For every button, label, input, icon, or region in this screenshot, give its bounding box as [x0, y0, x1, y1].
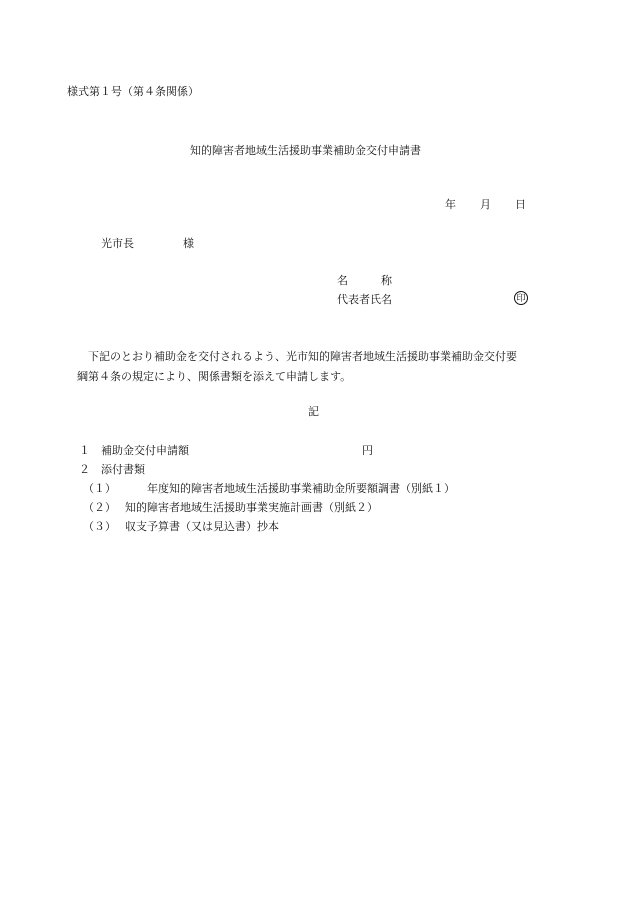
item-1-label: 補助金交付申請額 [101, 444, 189, 457]
attachment-1-text: 年度知的障害者地域生活援助事業補助金所要額調書（別紙１） [147, 482, 455, 495]
attachment-2-number: （２） [83, 501, 116, 514]
seal-mark: 印 [514, 291, 528, 305]
date-month: 月 [480, 198, 491, 211]
date-day: 日 [515, 198, 526, 211]
item-2-label: 添付書類 [101, 463, 145, 476]
item-1-number: １ [79, 444, 90, 457]
item-2-number: ２ [79, 463, 90, 476]
body-text-line-1: 下記のとおり補助金を交付されるよう、光市知的障害者地域生活援助事業補助金交付要 [88, 350, 517, 363]
attachment-1-number: （１） [83, 482, 116, 495]
addressee-name: 光市長 [101, 237, 134, 250]
attachment-3-text: 収支予算書（又は見込書）抄本 [125, 520, 279, 533]
attachment-2-text: 知的障害者地域生活援助事業実施計画書（別紙２） [125, 501, 378, 514]
applicant-name-label: 名 称 [337, 274, 392, 287]
attachment-3-number: （３） [83, 520, 116, 533]
item-1-unit: 円 [362, 444, 373, 457]
addressee-honorific: 様 [183, 237, 194, 250]
ki-heading: 記 [308, 405, 319, 418]
applicant-rep-label: 代表者氏名 [337, 293, 392, 306]
document-title: 知的障害者地域生活援助事業補助金交付申請書 [190, 144, 421, 157]
body-text-line-2: 綱第４条の規定により、関係書類を添えて申請します。 [77, 370, 352, 383]
form-label: 様式第１号（第４条関係） [67, 85, 199, 98]
date-year: 年 [445, 198, 456, 211]
